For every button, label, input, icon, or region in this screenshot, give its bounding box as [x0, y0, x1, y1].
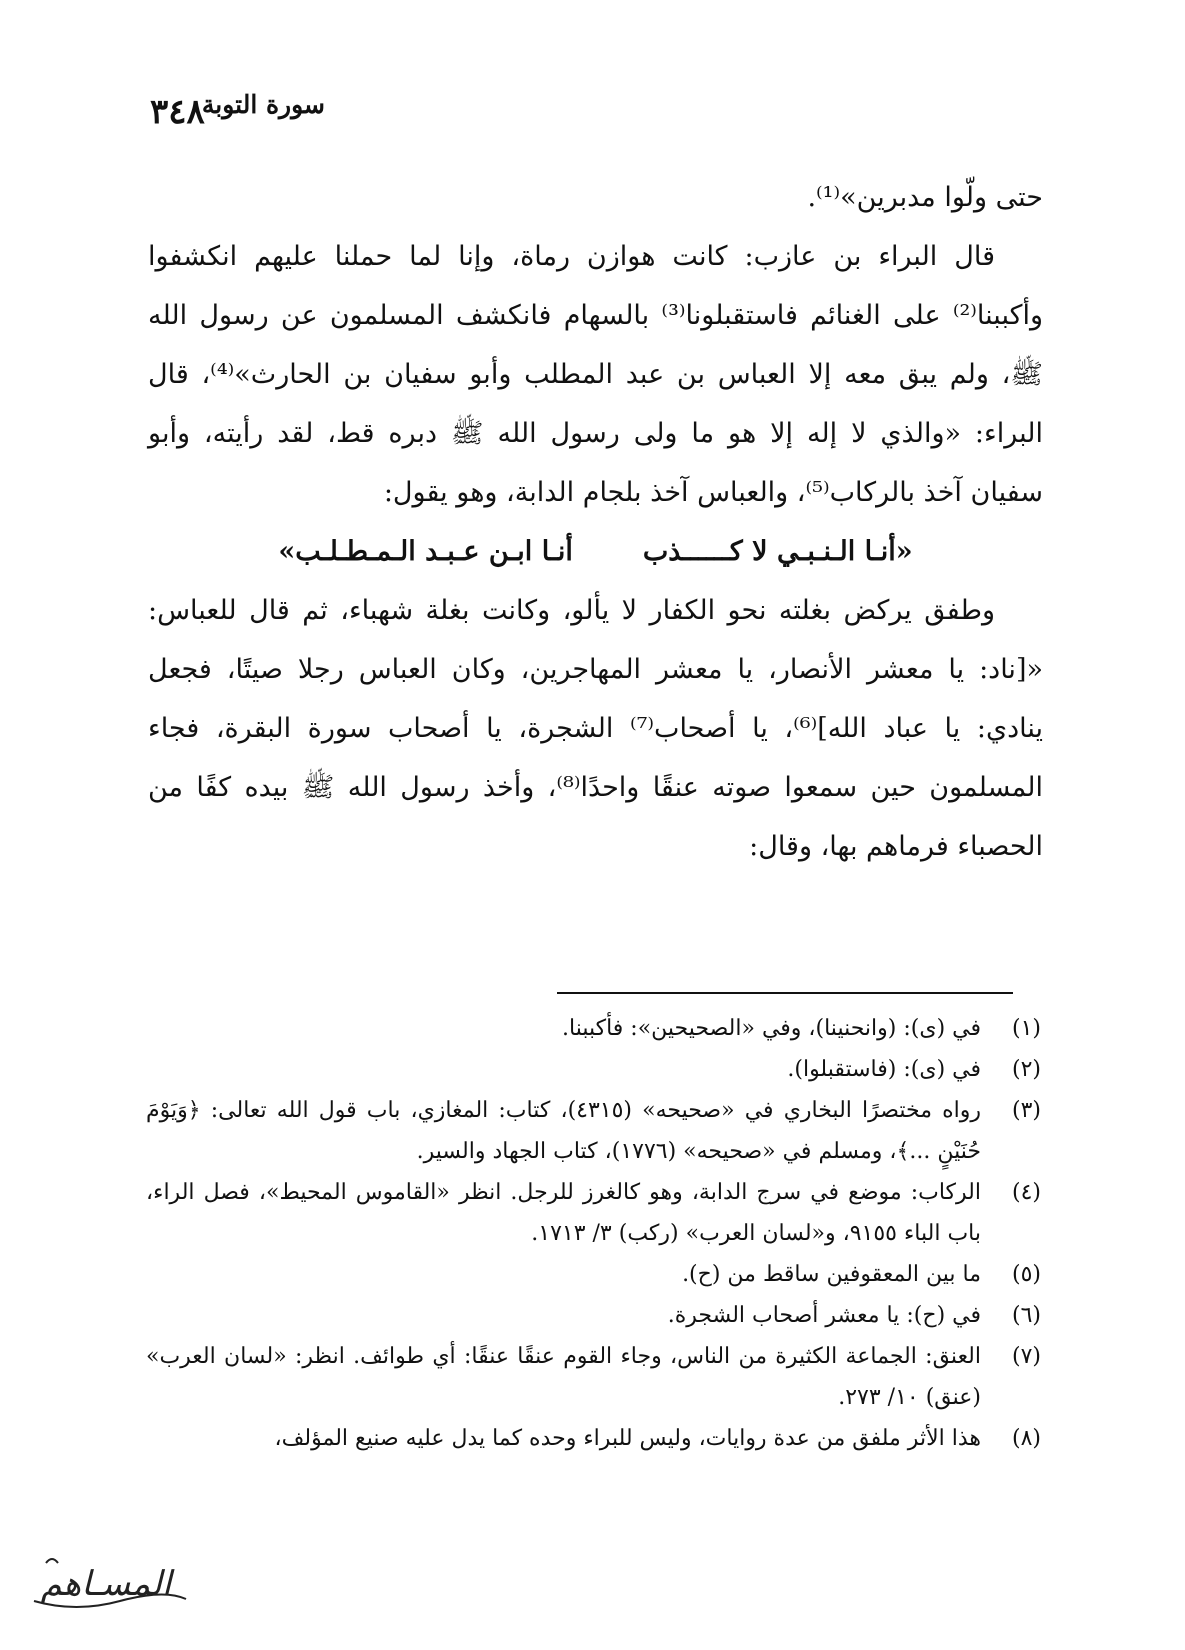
footnote-number: (٨) — [1011, 1426, 1041, 1451]
footnotes — [146, 1008, 1041, 1459]
footnote-text: ما بين المعقوفين ساقط من (ح). — [682, 1262, 981, 1287]
footnote-number: (٧) — [1011, 1344, 1041, 1369]
footnote — [146, 1418, 1041, 1459]
footnote — [146, 1049, 1041, 1090]
footnote-number: (٣) — [1011, 1098, 1041, 1123]
footnote-text: في (ى): (فاستقبلوا). — [787, 1057, 981, 1082]
footnote-text: في (ى): (وانحنينا)، وفي «الصحيحين»: فأكببنا. — [562, 1016, 981, 1041]
footnote — [146, 1172, 1041, 1254]
paragraph-3: وطفق يركض بغلته نحو الكفار لا يألو، وكانت بغلة شهباء، ثم قال للعباس: «[ناد: يا معشر الأنصار، يا معشر المهاجرين، وكان العباس رجلا صيتًا، فجعل ينادي: يا عباد الله]⁽⁶⁾، يا أصحاب⁽⁷⁾ الشجرة، يا أصحاب سورة البقرة، فجاء المسلمون حين سمعوا صوته عنقًا واحدًا⁽⁸⁾، وأخذ رسول الله ﷺ بيده كفًا من الحصباء فرماهم بها، وقال: — [148, 595, 1043, 862]
footnote-number: (٦) — [1011, 1303, 1041, 1328]
footnote-text: العنق: الجماعة الكثيرة من الناس، وجاء القوم عنقًا عنقًا: أي طوائف. انظر: «لسان العرب» (عنق) ١٠/ ٢٧٣. — [146, 1344, 981, 1410]
footnote-number: (٢) — [1011, 1057, 1041, 1082]
footnote-text: رواه مختصرًا البخاري في «صحيحه» (٤٣١٥)، كتاب: المغازي، باب قول الله تعالى: ﴿وَيَوْمَ حُنَيْنٍ ...﴾، ومسلم في «صحيحه» (١٧٧٦)، كتاب الجهاد والسير. — [146, 1098, 981, 1164]
paragraph-2: قال البراء بن عازب: كانت هوازن رماة، وإنا لما حملنا عليهم انكشفوا وأكببنا⁽²⁾ على الغنائم فاستقبلونا⁽³⁾ بالسهام فانكشف المسلمون عن رسول الله ﷺ، ولم يبق معه إلا العباس بن عبد المطلب وأبو سفيان بن الحارث»⁽⁴⁾، قال البراء: «والذي لا إله إلا هو ما ولى رسول الله ﷺ دبره قط، لقد رأيته، وأبو سفيان آخذ بالركاب⁽⁵⁾، والعباس آخذ بلجام الدابة، وهو يقول: — [148, 241, 1043, 508]
footnote — [146, 1090, 1041, 1172]
footnote — [146, 1008, 1041, 1049]
footnote-number: (٤) — [1011, 1180, 1041, 1205]
verse-hemistich-left: أنـا ابـن عـبـد الـمـطـلـب» — [278, 536, 573, 567]
footnote-divider — [557, 992, 1013, 994]
page-number: ٣٤٨ — [150, 92, 205, 132]
footnote-text: الركاب: موضع في سرج الدابة، وهو كالغرز للرجل. انظر «القاموس المحيط»، فصل الراء، باب الباء ٩١٥٥، و«لسان العرب» (ركب) ٣/ ١٧١٣. — [146, 1180, 981, 1246]
footnote-text: هذا الأثر ملفق من عدة روايات، وليس للبراء وحده كما يدل عليه صنيع المؤلف، — [274, 1426, 981, 1451]
surah-title: سورة التوبة — [201, 90, 325, 119]
footnote-number: (١) — [1011, 1016, 1041, 1041]
verse-hemistich-right: «أنـا الـنـبـي لا كــــــذب — [642, 536, 913, 567]
footnote-text: في (ح): يا معشر أصحاب الشجرة. — [667, 1303, 981, 1328]
paragraph-1: حتى ولّوا مدبرين»⁽¹⁾. — [807, 182, 1043, 213]
calligraphy-logo-icon — [16, 1545, 196, 1627]
poetry-verse — [148, 522, 1043, 581]
logo-text: المسـاهم — [40, 1564, 172, 1604]
footnote-number: (٥) — [1011, 1262, 1041, 1287]
footnote — [146, 1295, 1041, 1336]
footnote — [146, 1336, 1041, 1418]
footnote — [146, 1254, 1041, 1295]
main-text — [148, 168, 1043, 876]
